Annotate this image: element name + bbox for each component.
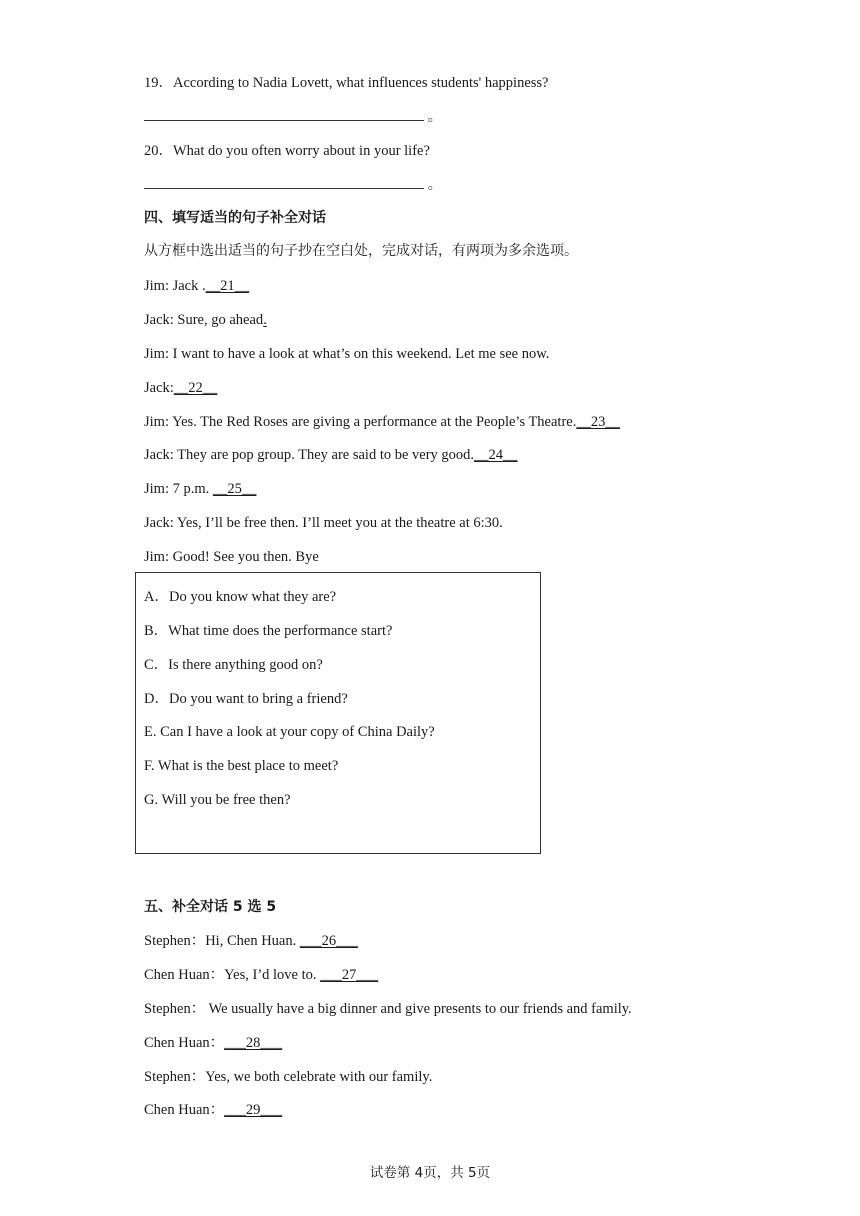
blank-29[interactable]: ___29___: [224, 1102, 283, 1118]
blank-27[interactable]: ___27___: [320, 967, 379, 983]
option-d: D．Do you want to bring a friend?: [144, 691, 348, 707]
dialogue-line: Jack: They are pop group. They are said to be very good.__24__: [144, 447, 518, 463]
dialogue-line: Jim: Jack .__21__: [144, 278, 250, 294]
dialogue-line: Stephen： We usually have a big dinner and give presents to our friends and family.: [144, 1001, 632, 1017]
section-4-instruction: 从方框中选出适当的句子抄在空白处，完成对话，有两项为多余选项。: [144, 243, 578, 259]
option-e: E. Can I have a look at your copy of China Daily?: [144, 724, 435, 740]
option-b: B．What time does the performance start?: [144, 623, 393, 639]
dialogue-line: Jack: Sure, go ahead.: [144, 312, 267, 328]
answer-line-19[interactable]: [144, 108, 442, 126]
option-c: C．Is there anything good on?: [144, 657, 323, 673]
question-number: 19．: [144, 75, 173, 91]
dialogue-line: Jim: I want to have a look at what’s on this weekend. Let me see now.: [144, 346, 550, 362]
option-f: F. What is the best place to meet?: [144, 758, 339, 774]
options-box: [135, 572, 541, 854]
answer-period: 。: [427, 177, 443, 193]
dialogue-line: Chen Huan：Yes, I’d love to. ___27___: [144, 967, 379, 983]
blank-22[interactable]: __22__: [173, 380, 218, 396]
blank-25[interactable]: __25__: [212, 481, 257, 497]
option-a: A．Do you know what they are?: [144, 589, 337, 605]
dialogue-line: Stephen：Hi, Chen Huan. ___26___: [144, 933, 358, 949]
dialogue-line: Jim: Good! See you then. Bye: [144, 549, 319, 565]
question-text: According to Nadia Lovett, what influences students' happiness?: [173, 75, 549, 91]
answer-blank[interactable]: [144, 108, 424, 121]
dialogue-line: Stephen：Yes, we both celebrate with our family.: [144, 1069, 433, 1085]
blank-23[interactable]: __23__: [576, 414, 620, 430]
answer-period: 。: [427, 109, 443, 125]
dialogue-line: Jack: Yes, I’ll be free then. I’ll meet you at the theatre at 6:30.: [144, 515, 503, 531]
blank-26[interactable]: ___26___: [299, 933, 358, 949]
question-number: 20．: [144, 143, 173, 159]
blank-21[interactable]: __21__: [205, 278, 250, 294]
answer-blank[interactable]: [144, 176, 424, 189]
dialogue-line: Chen Huan：___28___: [144, 1035, 283, 1051]
page-footer: 试卷第 4页，共 5页: [369, 1165, 491, 1181]
blank-28[interactable]: ___28___: [224, 1035, 283, 1051]
option-g: G. Will you be free then?: [144, 792, 291, 808]
answer-line-20[interactable]: [144, 176, 442, 194]
dialogue-line: Jack:__22__: [144, 380, 218, 396]
section-4-title: 四、填写适当的句子补全对话: [144, 210, 326, 226]
question-text: What do you often worry about in your life?: [173, 143, 430, 159]
dialogue-line: Chen Huan：___29___: [144, 1102, 283, 1118]
dialogue-line: Jim: Yes. The Red Roses are giving a performance at the People’s Theatre.__23__: [144, 414, 620, 430]
question-19: [144, 74, 549, 92]
blank-24[interactable]: __24__: [474, 447, 518, 463]
dialogue-line: Jim: 7 p.m. __25__: [144, 481, 257, 497]
section-5-title: 五、补全对话 5 选 5: [144, 899, 277, 915]
question-20: [144, 142, 430, 160]
